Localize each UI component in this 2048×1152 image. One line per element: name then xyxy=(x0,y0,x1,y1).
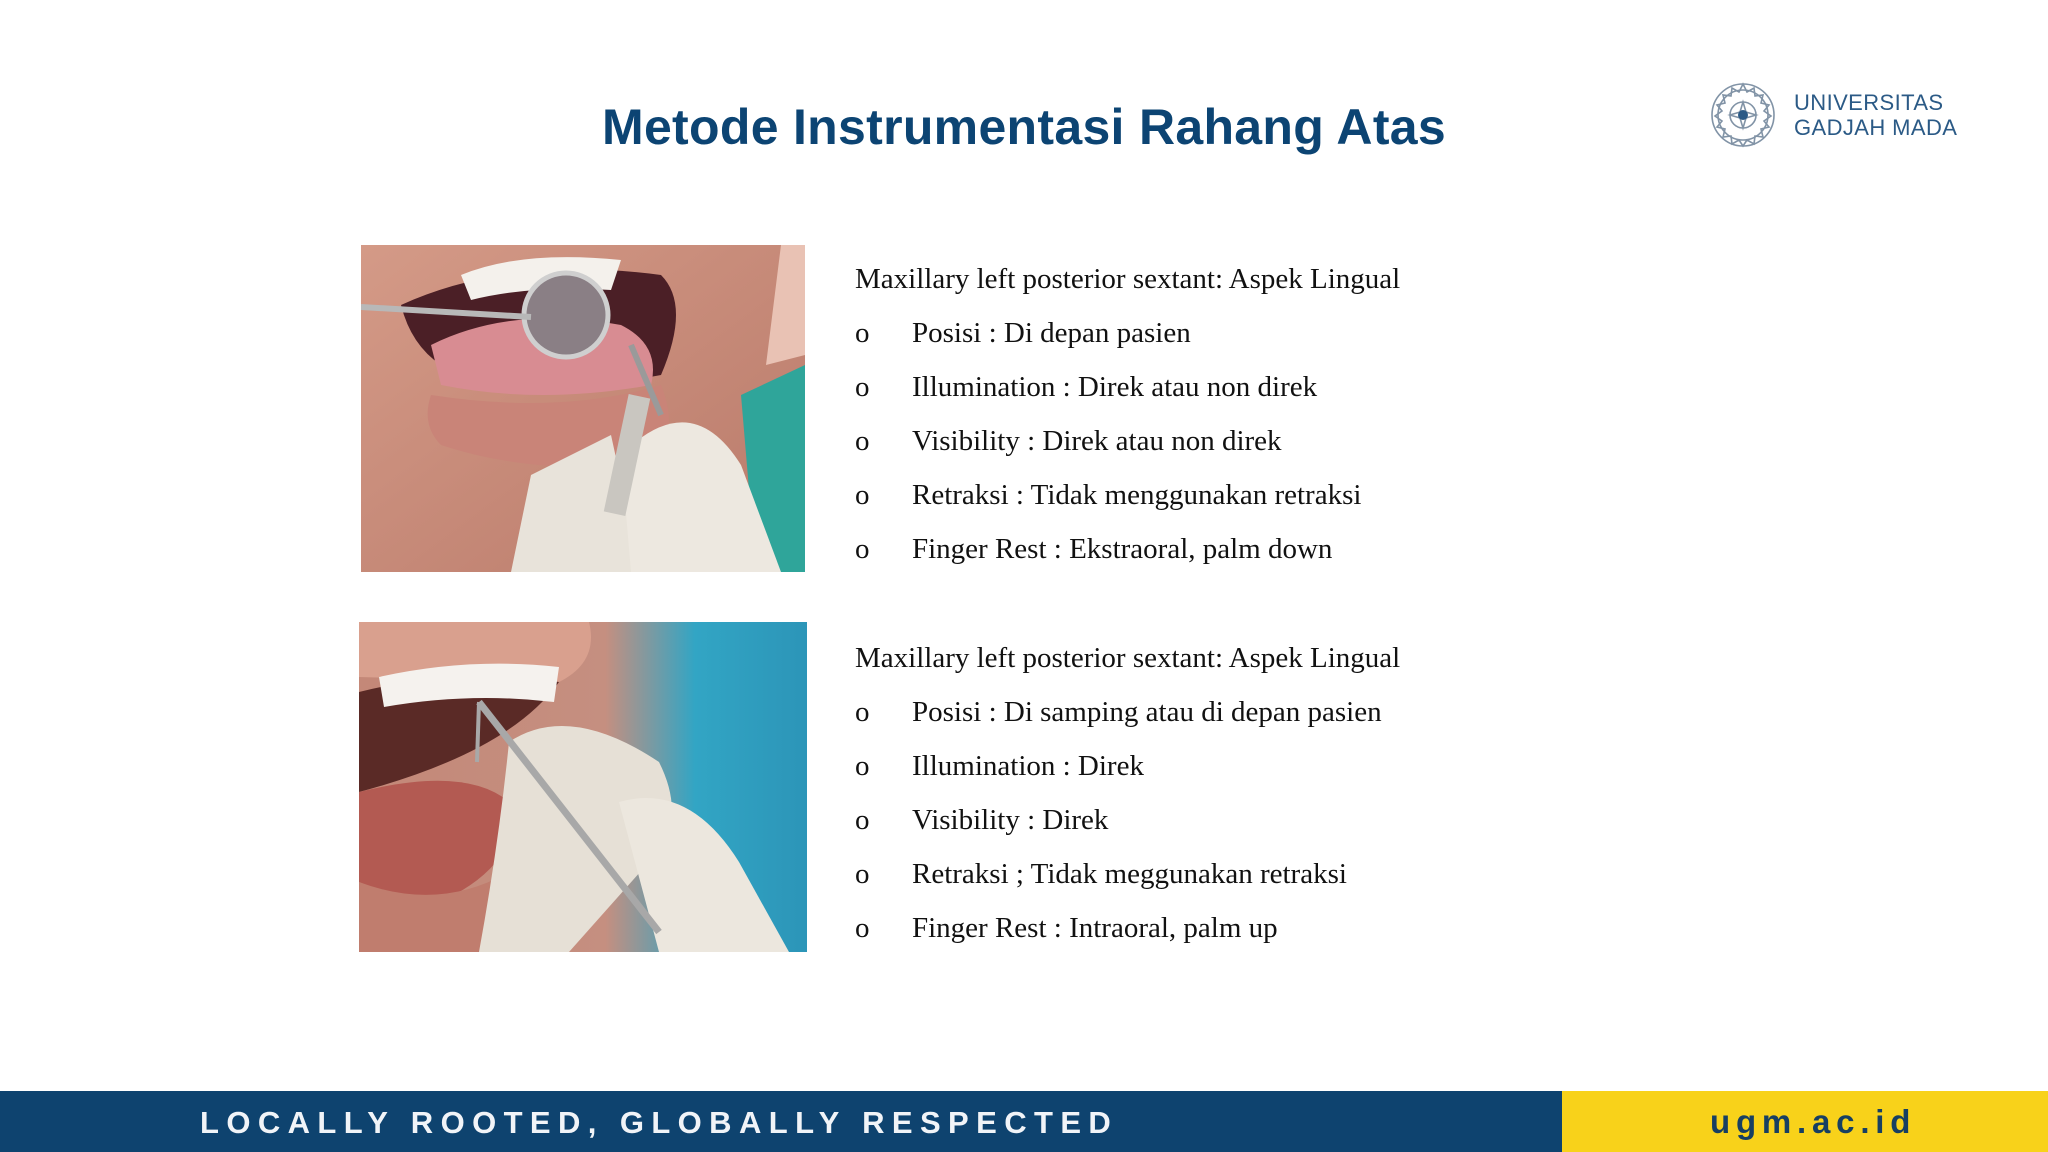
list-item xyxy=(855,694,1400,748)
section-heading: Maxillary left posterior sextant: Aspek Lingual xyxy=(855,642,1401,674)
dental-photo-scaler-lingual-icon xyxy=(359,622,807,952)
slide-title: Metode Instrumentasi Rahang Atas xyxy=(602,99,1446,155)
list-item xyxy=(855,531,1400,585)
list-item xyxy=(855,477,1400,531)
list-item-text: Finger Rest : Ekstraoral, palm down xyxy=(912,533,1333,565)
section-1 xyxy=(855,261,1400,585)
list-item xyxy=(855,423,1400,477)
footer-url-bar xyxy=(1562,1091,2048,1152)
section-heading: Maxillary left posterior sextant: Aspek Lingual xyxy=(855,263,1401,295)
university-name-line2: GADJAH MADA xyxy=(1794,115,1958,140)
bullet: o xyxy=(855,425,870,457)
university-logo xyxy=(1708,80,1958,154)
section-2 xyxy=(855,640,1400,964)
bullet: o xyxy=(855,371,870,403)
list-item xyxy=(855,369,1400,423)
bullet: o xyxy=(855,858,870,890)
dental-photo-1 xyxy=(361,245,805,572)
footer-slogan: LOCALLY ROOTED, GLOBALLY RESPECTED xyxy=(200,1105,1119,1140)
bullet: o xyxy=(855,533,870,565)
list-item-text: Finger Rest : Intraoral, palm up xyxy=(912,912,1278,944)
list-item xyxy=(855,856,1400,910)
list-item-text: Posisi : Di depan pasien xyxy=(912,317,1191,349)
list-item-text: Retraksi : Tidak menggunakan retraksi xyxy=(912,479,1362,511)
bullet: o xyxy=(855,479,870,511)
list-item-text: Illumination : Direk xyxy=(912,750,1144,782)
list-item xyxy=(855,315,1400,369)
footer-slogan-bar xyxy=(0,1091,1562,1152)
dental-photo-mirror-lingual-icon xyxy=(361,245,805,572)
university-name-line1: UNIVERSITAS xyxy=(1794,90,1944,115)
bullet: o xyxy=(855,696,870,728)
list-item-text: Retraksi ; Tidak meggunakan retraksi xyxy=(912,858,1347,890)
ugm-seal-icon xyxy=(1708,80,1778,150)
bullet: o xyxy=(855,804,870,836)
list-item-text: Visibility : Direk xyxy=(912,804,1109,836)
university-name xyxy=(1794,90,1957,140)
list-item xyxy=(855,910,1400,964)
list-item-text: Illumination : Direk atau non direk xyxy=(912,371,1318,403)
list-item xyxy=(855,802,1400,856)
bullet: o xyxy=(855,750,870,782)
list-item-text: Posisi : Di samping atau di depan pasien xyxy=(912,696,1382,728)
dental-photo-2 xyxy=(359,622,807,952)
bullet: o xyxy=(855,912,870,944)
bullet: o xyxy=(855,317,870,349)
footer-url: ugm.ac.id xyxy=(1710,1103,1917,1140)
list-item xyxy=(855,748,1400,802)
list-item-text: Visibility : Direk atau non direk xyxy=(912,425,1282,457)
